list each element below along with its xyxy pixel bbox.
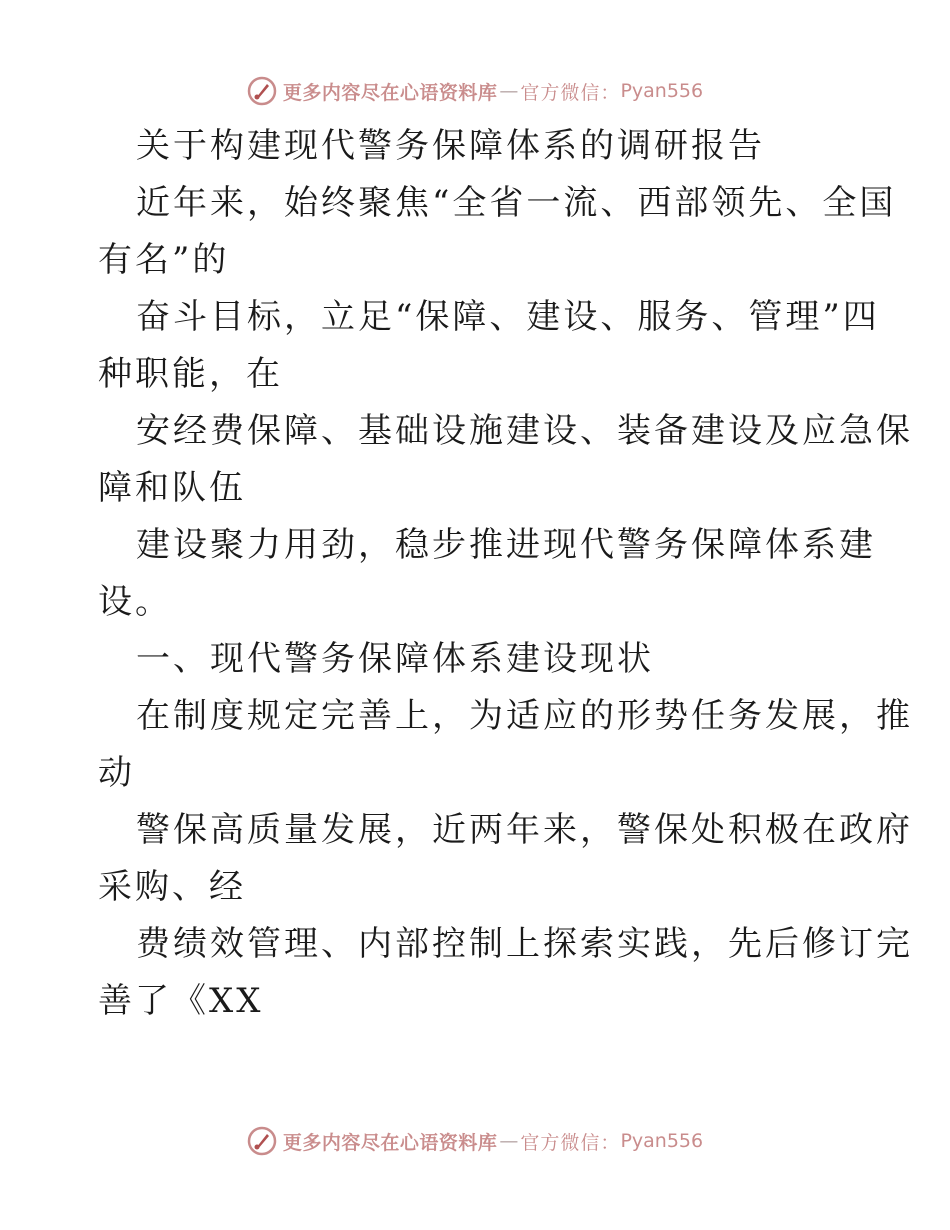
watermark-brand: 更多内容尽在心语资料库 (282, 81, 498, 104)
document-body (98, 118, 913, 1030)
watermark-wechat-label: 官方微信： (520, 1131, 621, 1154)
text-line: 种职能，在 (98, 354, 283, 394)
header-watermark (0, 74, 950, 108)
text-line: 近年来，始终聚焦“全省一流、西部领先、全国 (136, 183, 897, 223)
text-line: 费绩效管理、内部控制上探索实践，先后修订完 (136, 924, 913, 964)
document-title: 关于构建现代警务保障体系的调研报告 (136, 126, 765, 166)
text-line: 奋斗目标，立足“保障、建设、服务、管理”四 (136, 297, 880, 337)
text-line: 采购、经 (98, 867, 246, 907)
watermark-separator: — (499, 80, 519, 102)
text-line: 安经费保障、基础设施建设、装备建设及应急保 (136, 411, 913, 451)
text-line: 建设聚力用劲，稳步推进现代警务保障体系建 (136, 525, 876, 565)
text-line: 设。 (98, 582, 172, 622)
footer-watermark (0, 1124, 950, 1158)
text-line: 动 (98, 753, 135, 793)
watermark-wechat-id: Pyan556 (620, 80, 704, 102)
watermark-wechat-label: 官方微信： (520, 81, 621, 104)
text-line: 障和队伍 (98, 468, 246, 508)
watermark-separator: — (499, 1130, 519, 1152)
text-line: 警保高质量发展，近两年来，警保处积极在政府 (136, 810, 913, 850)
text-line: 在制度规定完善上，为适应的形势任务发展，推 (136, 696, 913, 736)
watermark-brand: 更多内容尽在心语资料库 (282, 1131, 498, 1154)
quill-logo-icon (247, 1126, 277, 1156)
quill-logo-icon (247, 76, 277, 106)
text-line: 善了《XX (98, 981, 264, 1021)
section-heading: 一、现代警务保障体系建设现状 (136, 639, 654, 679)
watermark-wechat-id: Pyan556 (620, 1130, 704, 1152)
text-line: 有名”的 (98, 240, 230, 280)
